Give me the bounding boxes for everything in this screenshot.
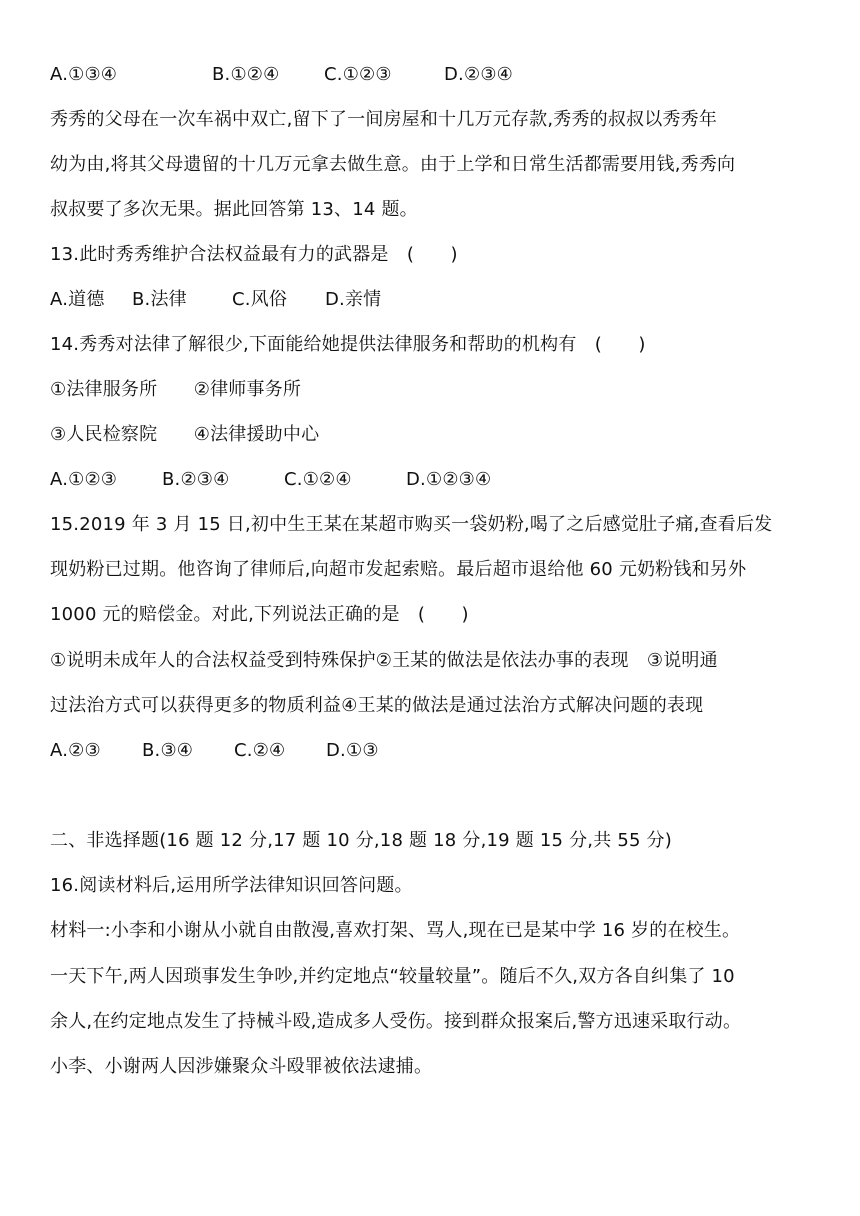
- passage-line-1: 秀秀的父母在一次车祸中双亡,留下了一间房屋和十几万元存款,秀秀的叔叔以秀秀年: [50, 109, 718, 130]
- q15-line-2: 现奶粉已过期。他咨询了律师后,向超市发起索赔。最后超市退给他 60 元奶粉钱和另外: [50, 559, 747, 580]
- q16-material-1-line-3: 余人,在约定地点发生了持械斗殴,造成多人受伤。接到群众报案后,警方迅速采取行动。: [50, 1011, 742, 1032]
- q15-option-c: C.②④: [234, 740, 286, 761]
- q12-option-c: C.①②③: [324, 64, 392, 85]
- q15-options: [50, 738, 379, 764]
- q16-material-1-line-1: 材料一:小李和小谢从小就自由散漫,喜欢打架、骂人,现在已是某中学 16 岁的在校生。: [50, 920, 741, 941]
- q12-option-b: B.①②④: [212, 64, 280, 85]
- section-2-heading: 二、非选择题(16 题 12 分,17 题 10 分,18 题 18 分,19 题 15 分,共 55 分): [50, 830, 672, 851]
- q14-stem: 14.秀秀对法律了解很少,下面能给她提供法律服务和帮助的机构有 ( ): [50, 334, 646, 355]
- q14-option-c: C.①②④: [284, 469, 352, 490]
- q15-items-line-2: 过法治方式可以获得更多的物质利益④王某的做法是通过法治方式解决问题的表现: [50, 695, 704, 716]
- q13-option-c: C.风俗: [232, 289, 288, 310]
- q15-option-a: A.②③: [50, 740, 101, 761]
- q14-option-b: B.②③④: [162, 469, 230, 490]
- q14-option-a: A.①②③: [50, 469, 118, 490]
- q14-option-d: D.①②③④: [406, 469, 492, 490]
- passage-line-2: 幼为由,将其父母遗留的十几万元拿去做生意。由于上学和日常生活都需要用钱,秀秀向: [50, 154, 736, 175]
- q15-option-b: B.③④: [142, 740, 194, 761]
- q15-line-1: 15.2019 年 3 月 15 日,初中生王某在某超市购买一袋奶粉,喝了之后感觉肚子痛,查看后发: [50, 514, 773, 535]
- q15-option-d: D.①③: [326, 740, 379, 761]
- q13-option-d: D.亲情: [325, 289, 382, 310]
- q14-items-line-2: ③人民检察院 ④法律援助中心: [50, 424, 320, 445]
- q14-options: [50, 467, 491, 493]
- q12-options: [50, 62, 513, 88]
- q13-stem: 13.此时秀秀维护合法权益最有力的武器是 ( ): [50, 244, 458, 265]
- q13-option-a: A.道德: [50, 289, 105, 310]
- passage-line-3: 叔叔要了多次无果。据此回答第 13、14 题。: [50, 199, 418, 220]
- q16-material-1-line-2: 一天下午,两人因琐事发生争吵,并约定地点“较量较量”。随后不久,双方各自纠集了 10: [50, 966, 735, 987]
- q15-line-3: 1000 元的赔偿金。对此,下列说法正确的是 ( ): [50, 604, 469, 625]
- q13-option-b: B.法律: [132, 289, 187, 310]
- q13-options: [50, 287, 381, 313]
- q12-option-d: D.②③④: [444, 64, 513, 85]
- q15-items-line-1: ①说明未成年人的合法权益受到特殊保护②王某的做法是依法办事的表现 ③说明通: [50, 650, 718, 671]
- q14-items-line-1: ①法律服务所 ②律师事务所: [50, 379, 302, 400]
- q12-option-a: A.①③④: [50, 64, 118, 85]
- q16-stem: 16.阅读材料后,运用所学法律知识回答问题。: [50, 875, 413, 896]
- q16-material-1-line-4: 小李、小谢两人因涉嫌聚众斗殴罪被依法逮捕。: [50, 1056, 433, 1077]
